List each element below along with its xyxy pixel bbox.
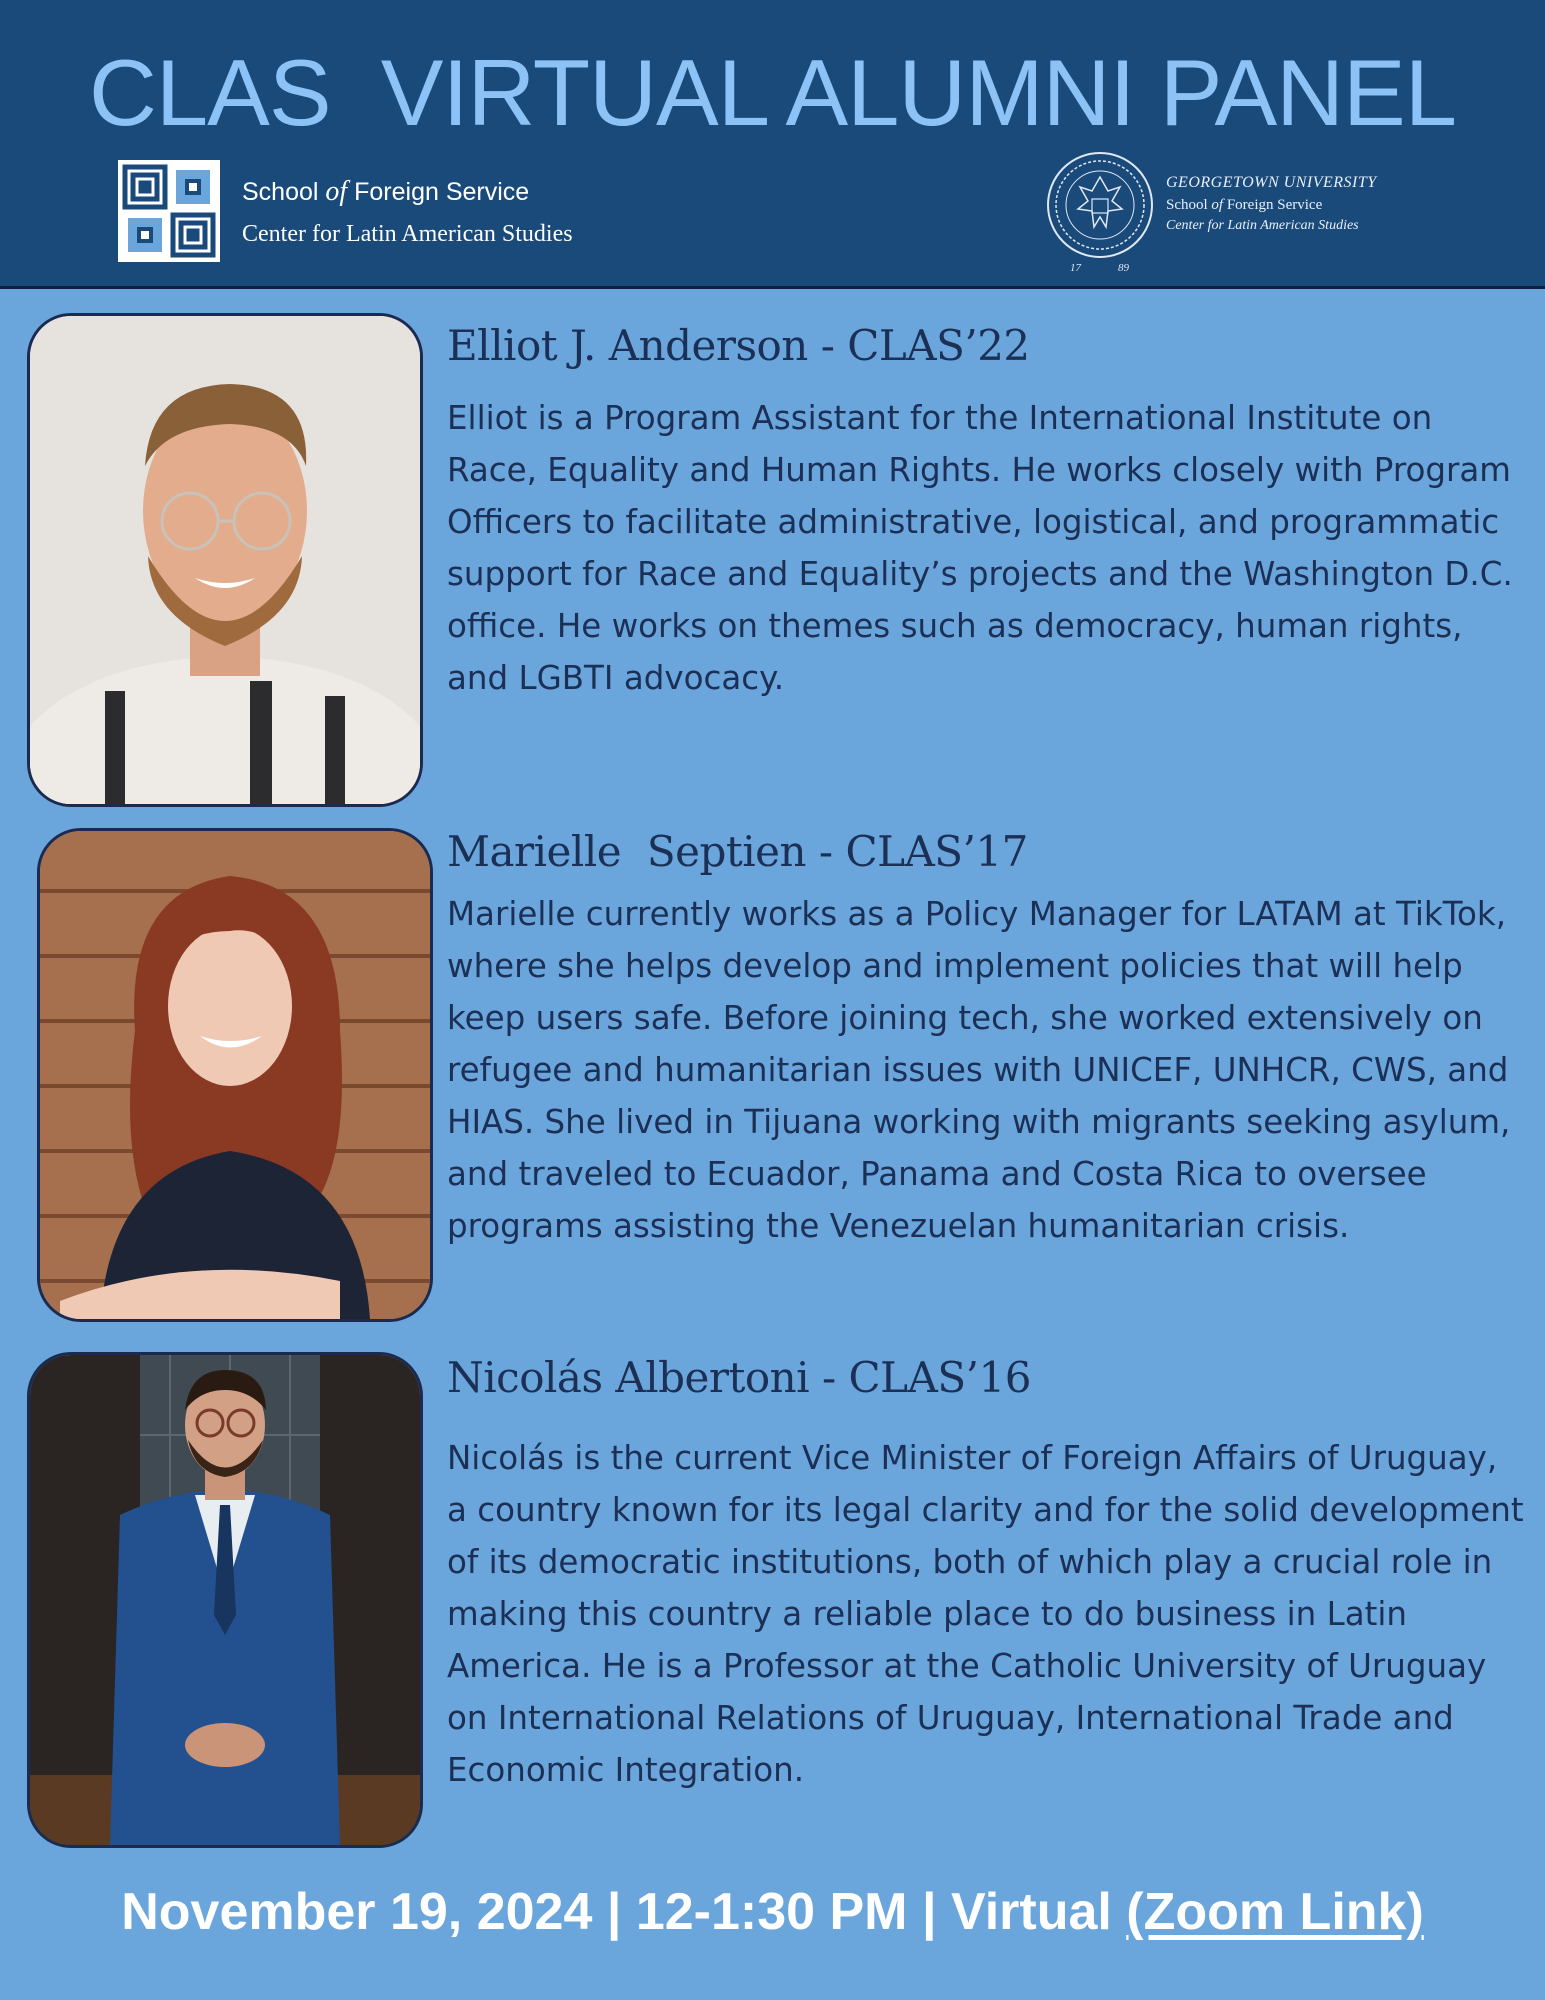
university-name: GEORGETOWN UNIVERSITY (1166, 174, 1377, 191)
portrait-image (30, 316, 420, 804)
georgetown-seal-icon (1042, 143, 1158, 277)
panelist-photo-elliot (27, 313, 423, 807)
header-banner (0, 0, 1545, 289)
svg-text:89: 89 (1118, 262, 1129, 274)
svg-text:17: 17 (1070, 262, 1081, 274)
school-wordmark (242, 174, 573, 252)
panelist-bio: Nicolás is the current Vice Minister of Foreign Affairs of Uruguay, a country known for its legal clarity and for the solid development of its democratic institutions, both of which play a crucial role in making this country a reliable place to do business in Latin America. He is a Professor at the Catholic University of Uruguay on International Relations of Uruguay, International Trade and Economic Integration. (447, 1439, 1524, 1789)
portrait-image (40, 831, 430, 1319)
gu-center-name: Center for Latin American Studies (1166, 218, 1359, 233)
zoom-link[interactable]: (Zoom Link) (1126, 1883, 1424, 1941)
panelist-bio: Elliot is a Program Assistant for the International Institute on Race, Equality and Human Rights. He works closely with Program Officers to facilitate administrative, logistical, and programmatic support for Race and Equality’s projects and the Washington D.C. office. He works on themes such as democracy, human rights, and LGBTI advocacy. (447, 399, 1513, 697)
panelist-name: Elliot J. Anderson - CLAS’22 (447, 321, 1030, 370)
event-date-time: November 19, 2024 | 12-1:30 PM | Virtual (121, 1883, 1127, 1941)
portrait-image (30, 1355, 420, 1845)
center-name: Center for Latin American Studies (242, 221, 573, 247)
panelist-name: Marielle Septien - CLAS’17 (447, 827, 1028, 876)
event-details (0, 1880, 1545, 1944)
panelist-photo-marielle (37, 828, 433, 1322)
clas-meander-logo (118, 160, 220, 262)
panelist-photo-nicolas (27, 1352, 423, 1848)
event-title: CLAS VIRTUAL ALUMNI PANEL (88, 40, 1457, 145)
panelist-bio: Marielle currently works as a Policy Manager for LATAM at TikTok, where she helps develop and implement policies that will help keep users safe. Before joining tech, she worked extensively on refugee and humanitarian issues with UNICEF, UNHCR, CWS, and HIAS. She lived in Tijuana working with migrants seeking asylum, and traveled to Ecuador, Panama and Costa Rica to oversee programs assisting the Venezuelan humanitarian crisis. (447, 895, 1511, 1245)
school-name: School of Foreign Service (242, 176, 530, 207)
georgetown-wordmark (1166, 172, 1377, 236)
panelist-name: Nicolás Albertoni - CLAS’16 (447, 1353, 1031, 1402)
gu-school-name: School of Foreign Service (1166, 197, 1323, 213)
